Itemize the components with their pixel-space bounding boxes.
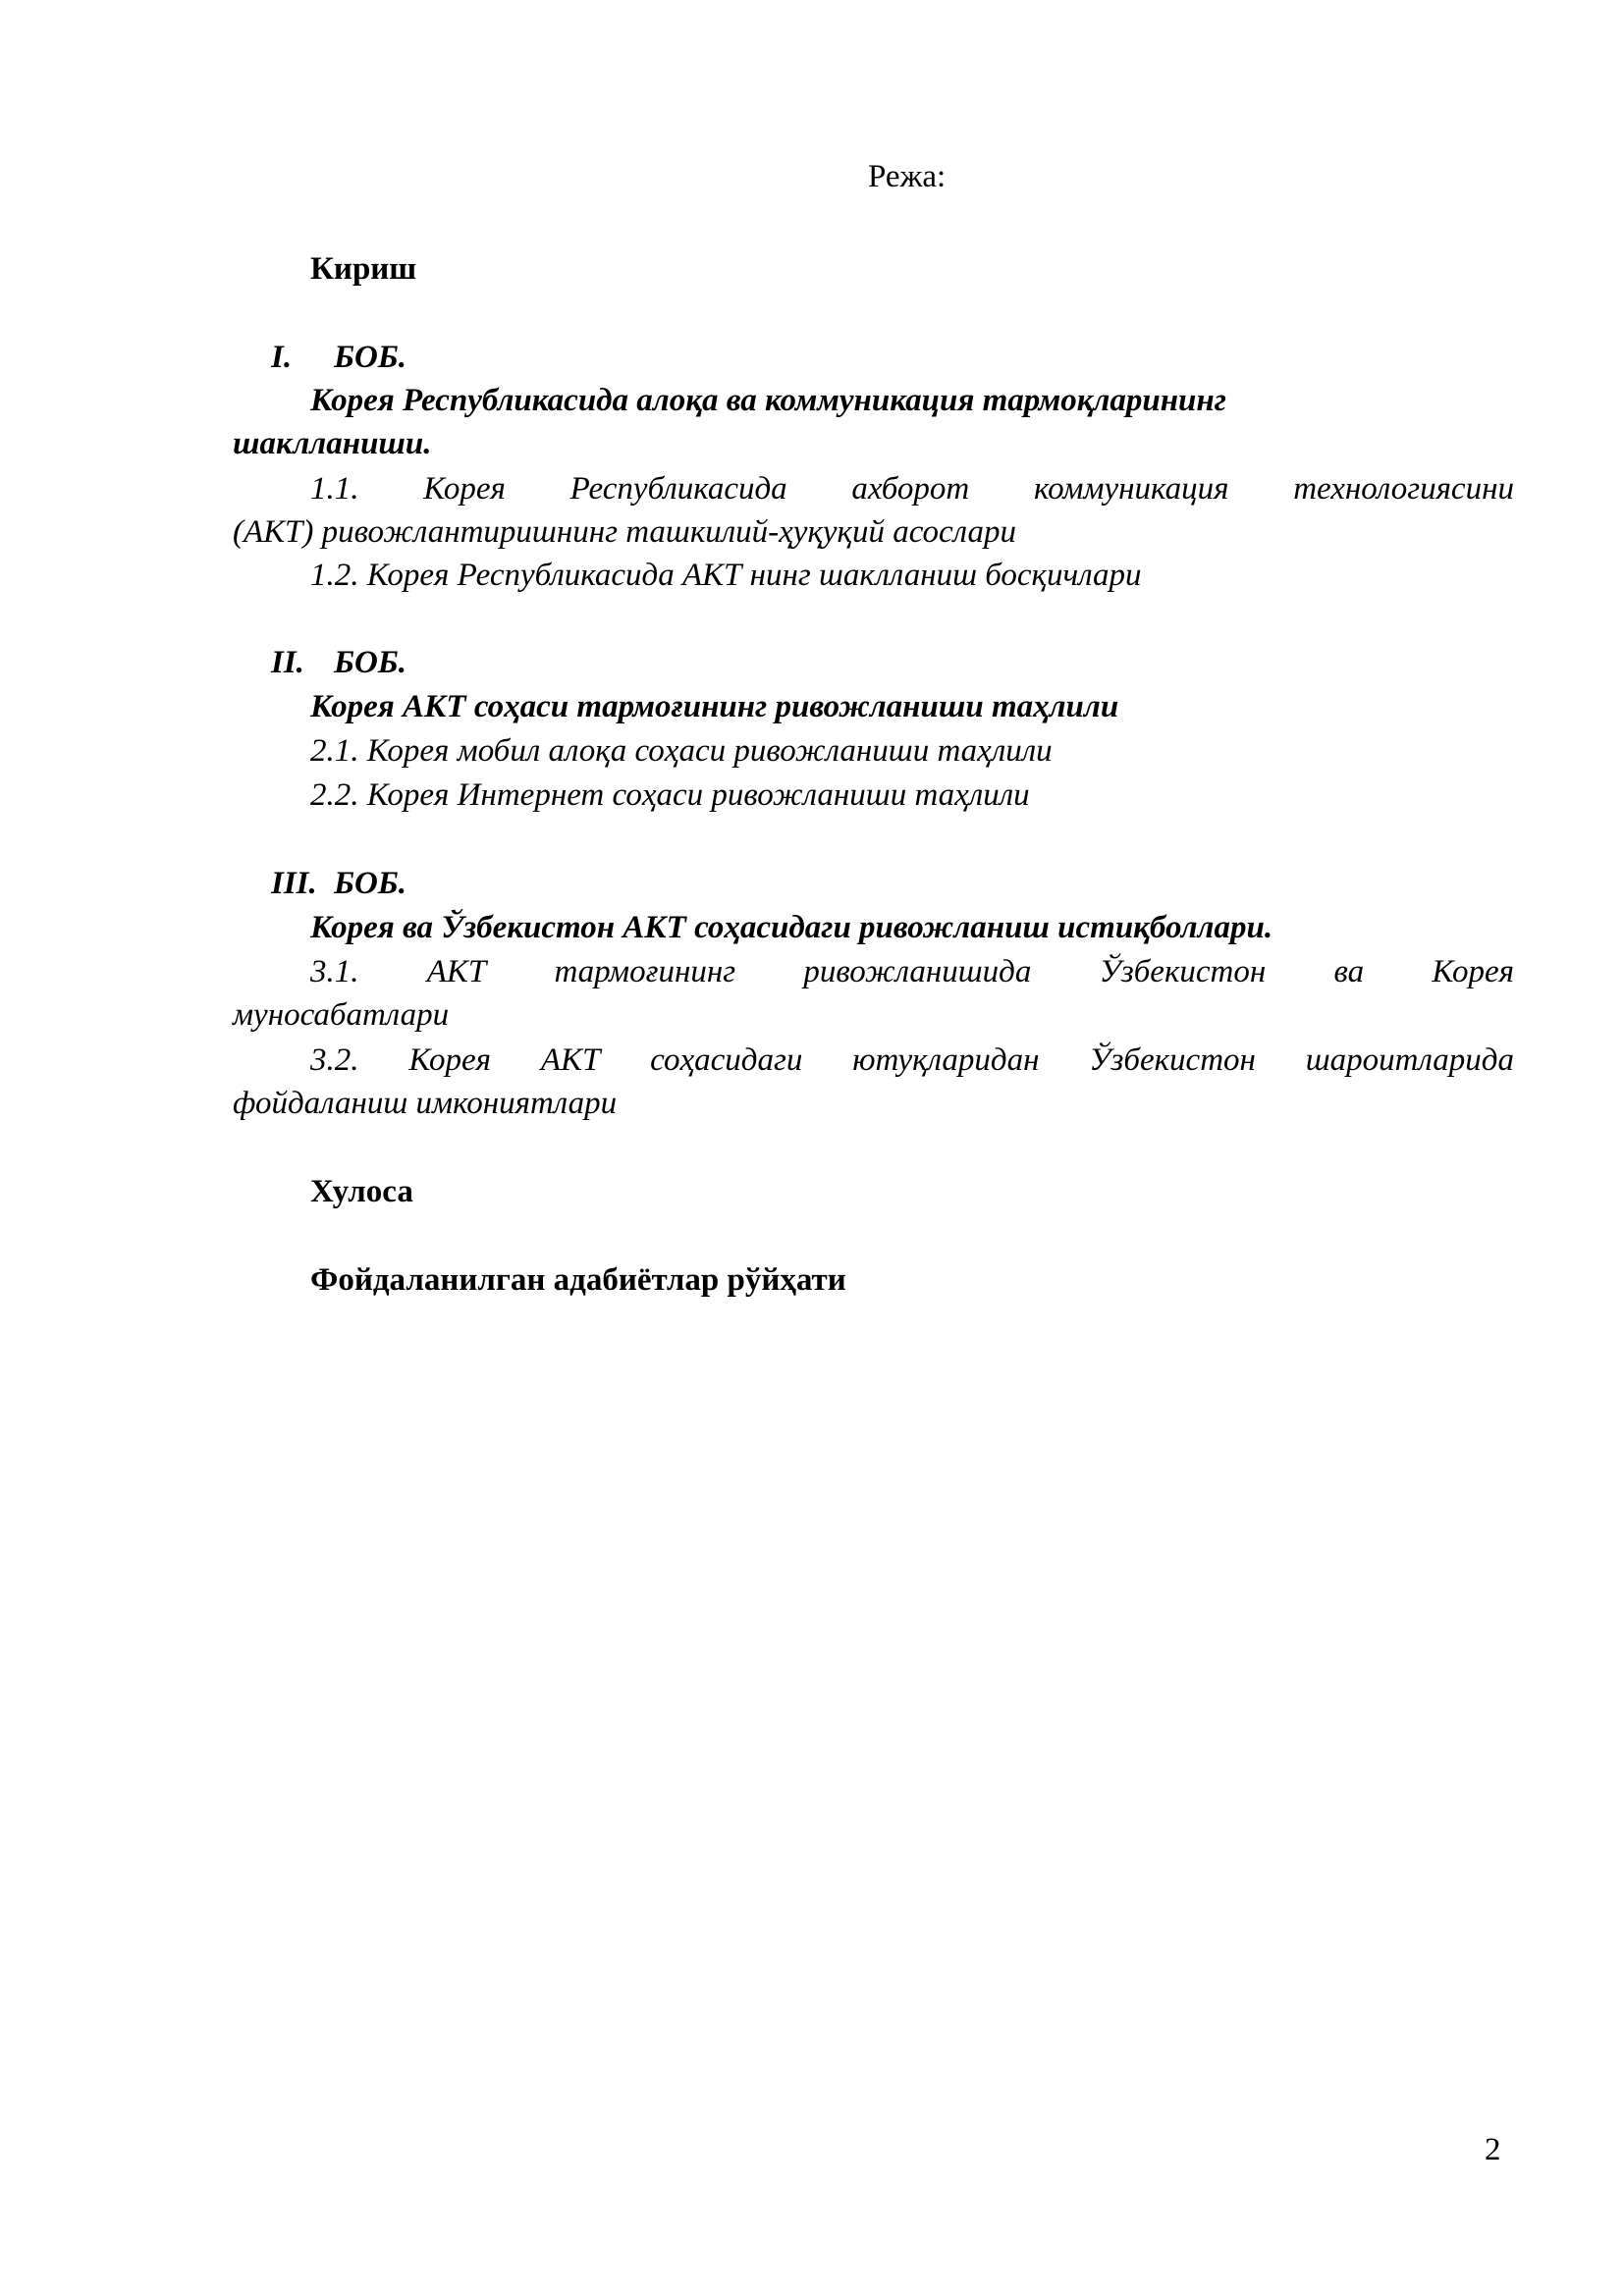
chapter-3-number: III. — [271, 866, 317, 901]
page-number: 2 — [1485, 2132, 1501, 2167]
references-heading: Фойдаланилган адабиётлар рўйҳати — [310, 1262, 846, 1298]
section-1-1-word: ахборот — [851, 471, 970, 507]
chapter-1-title-continued: шаклланиши. — [233, 426, 432, 461]
intro-heading: Кириш — [310, 251, 417, 287]
section-2-1: 2.1. Корея мобил алоқа соҳаси ривожланиши таҳлили — [310, 733, 1053, 769]
section-3-2-word: Ўзбекистон — [1089, 1042, 1256, 1078]
section-3-1-word: Ўзбекистон — [1099, 954, 1267, 989]
chapter-1-label: БОБ. — [334, 340, 407, 375]
section-1-1-word: коммуникация — [1033, 471, 1229, 507]
chapter-1-title: Корея Республикасида алоқа ва коммуникация тармоқларининг — [310, 383, 1226, 418]
page-title: Режа: — [868, 159, 947, 194]
section-3-2-word: 3.2. — [310, 1042, 359, 1078]
section-1-2: 1.2. Корея Республикасида АКТ нинг шаклланиш босқичлари — [310, 558, 1142, 593]
section-3-2-word: Корея — [408, 1042, 492, 1078]
chapter-2-label: БОБ. — [334, 645, 407, 680]
chapter-2-number: II. — [271, 645, 304, 680]
section-3-1-continued: муносабатлари — [233, 997, 450, 1033]
section-3-2-continued: фойдаланиш имкониятлари — [233, 1086, 618, 1121]
conclusion-heading: Хулоса — [310, 1174, 413, 1209]
chapter-3-title: Корея ва Ўзбекистон АКТ соҳасидаги ривожланиш истиқболлари. — [310, 910, 1273, 945]
section-3-1-word: 3.1. — [310, 954, 359, 989]
section-1-1 — [310, 467, 1514, 510]
chapter-3-label: БОБ. — [334, 866, 407, 901]
section-3-1-word: тармоғининг — [554, 954, 736, 989]
section-3-1-word: ва — [1333, 954, 1365, 989]
section-1-1-word: Республикасида — [569, 471, 787, 507]
chapter-2-title: Корея АКТ соҳаси тармоғининг ривожланиши таҳлили — [310, 689, 1119, 724]
section-3-1 — [310, 950, 1514, 993]
section-1-1-word: технологиясини — [1293, 471, 1514, 507]
section-3-2 — [310, 1039, 1514, 1082]
section-1-1-word: 1.1. — [310, 471, 359, 507]
section-3-2-word: АКТ — [540, 1042, 601, 1078]
section-3-1-word: ривожланишида — [803, 954, 1032, 989]
section-3-1-word: АКТ — [426, 954, 487, 989]
section-3-1-word: Корея — [1432, 954, 1514, 989]
section-1-1-continued: (АКТ) ривожлантиришнинг ташкилий-ҳуқуқий асослари — [233, 514, 1016, 550]
section-3-2-word: шароитларида — [1305, 1042, 1514, 1078]
section-3-2-word: ютуқларидан — [852, 1042, 1040, 1078]
section-3-2-word: соҳасидаги — [650, 1042, 803, 1078]
section-1-1-word: Корея — [423, 471, 506, 507]
section-2-2: 2.2. Корея Интернет соҳаси ривожланиши таҳлили — [310, 777, 1030, 813]
chapter-1-number: I. — [271, 340, 293, 375]
